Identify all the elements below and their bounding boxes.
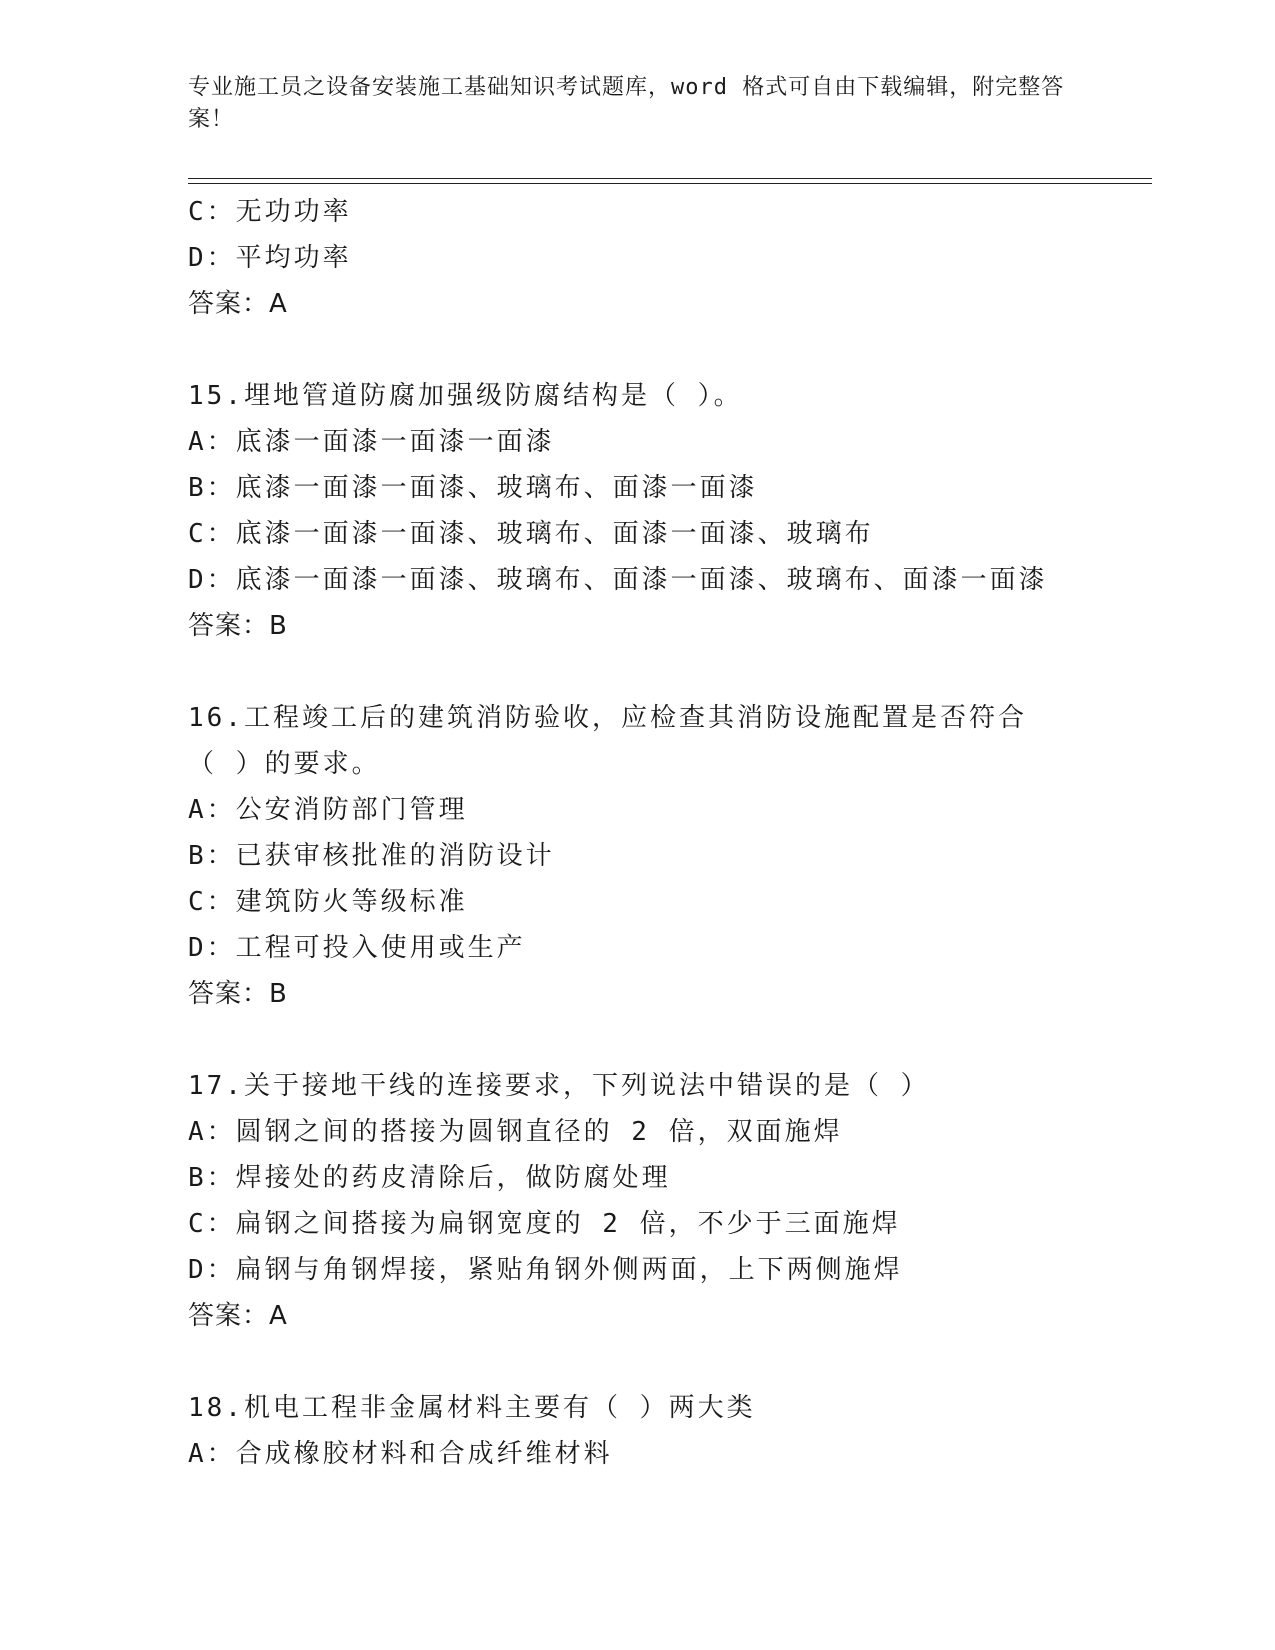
- option-b: B：焊接处的药皮清除后，做防腐处理: [188, 1163, 671, 1193]
- header-rule-bottom: [188, 183, 1152, 184]
- question-17: [188, 1063, 1152, 1339]
- option-a: A：底漆一面漆一面漆一面漆: [188, 427, 555, 457]
- question-stem: 16.工程竣工后的建筑消防验收，应检查其消防设施配置是否符合（ ）的要求。: [188, 703, 1027, 779]
- question-16: [188, 695, 1152, 1017]
- spacer: [188, 1339, 1152, 1385]
- intro-block: [188, 189, 1152, 327]
- question-stem: 15.埋地管道防腐加强级防腐结构是（ ）。: [188, 381, 743, 411]
- option-d: D：扁钢与角钢焊接，紧贴角钢外侧两面，上下两侧施焊: [188, 1255, 903, 1285]
- answer-line: 答案：B: [188, 979, 288, 1009]
- answer-line: 答案：B: [188, 611, 288, 641]
- option-c: C：建筑防火等级标准: [188, 887, 468, 917]
- spacer: [188, 649, 1152, 695]
- question-list: [188, 189, 1152, 1477]
- option-d: D：工程可投入使用或生产: [188, 933, 526, 963]
- question-stem: 17.关于接地干线的连接要求，下列说法中错误的是（ ）: [188, 1071, 930, 1101]
- option-a: A：合成橡胶材料和合成纤维材料: [188, 1439, 613, 1469]
- document-header: 专业施工员之设备安装施工基础知识考试题库，word 格式可自由下载编辑，附完整答案！: [188, 75, 1065, 132]
- header-rule-top: [188, 178, 1152, 179]
- spacer: [188, 1017, 1152, 1063]
- option-a: A：公安消防部门管理: [188, 795, 468, 825]
- option-b: B：底漆一面漆一面漆、玻璃布、面漆一面漆: [188, 473, 758, 503]
- option-d: D：底漆一面漆一面漆、玻璃布、面漆一面漆、玻璃布、面漆一面漆: [188, 565, 1048, 595]
- spacer: [188, 327, 1152, 373]
- question-18: [188, 1385, 1152, 1477]
- option-c: C：扁钢之间搭接为扁钢宽度的 2 倍，不少于三面施焊: [188, 1209, 901, 1239]
- option-a: A：圆钢之间的搭接为圆钢直径的 2 倍，双面施焊: [188, 1117, 843, 1147]
- option-c: C：底漆一面漆一面漆、玻璃布、面漆一面漆、玻璃布: [188, 519, 874, 549]
- answer-line: 答案：A: [188, 289, 288, 319]
- question-stem: 18.机电工程非金属材料主要有（ ）两大类: [188, 1393, 756, 1423]
- option-c: C：无功功率: [188, 197, 352, 227]
- option-d: D：平均功率: [188, 243, 352, 273]
- answer-line: 答案：A: [188, 1301, 288, 1331]
- option-b: B：已获审核批准的消防设计: [188, 841, 555, 871]
- question-15: [188, 373, 1152, 649]
